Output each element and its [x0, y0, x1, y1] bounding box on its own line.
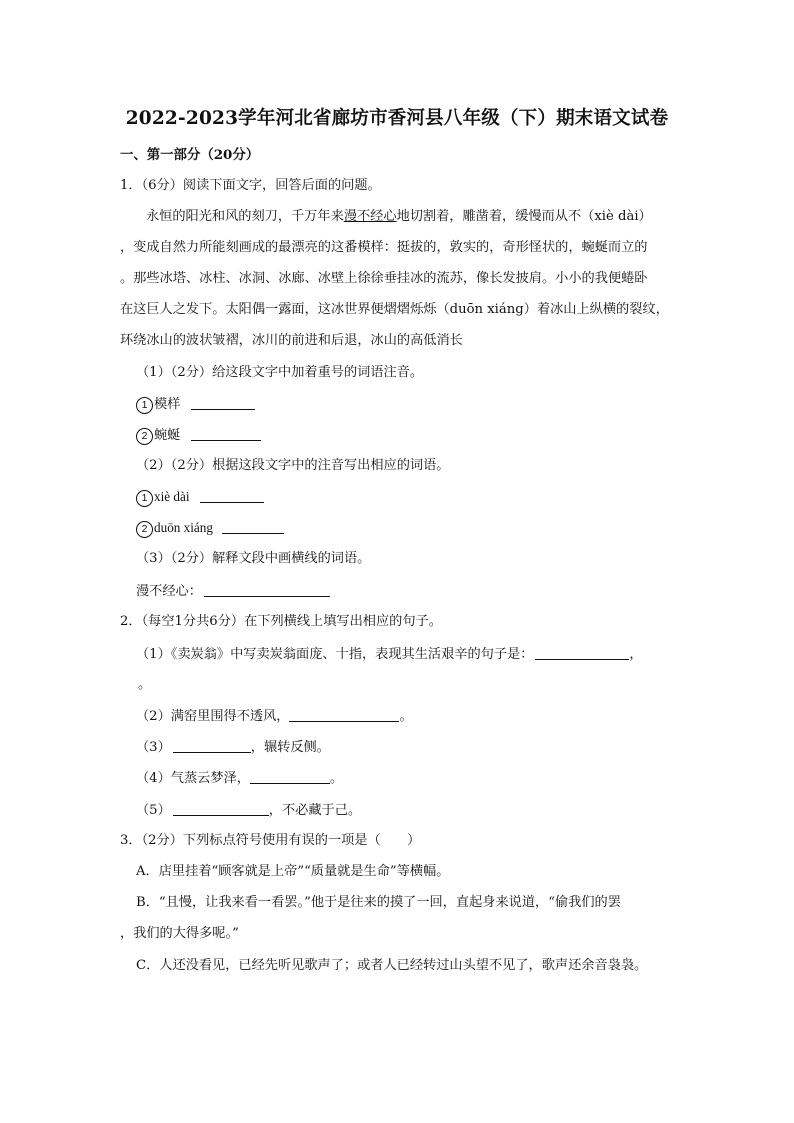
circled-number-1: 1 — [136, 490, 153, 507]
q2-item-2 — [136, 707, 413, 726]
sub-1-item-1 — [136, 395, 255, 414]
question-3-stem: 3．（2分）下列标点符号使用有误的一项是（ ） — [120, 833, 421, 848]
sub-2-item-1 — [136, 488, 264, 507]
question-1-stem: 1．（6分）阅读下面文字，回答后面的问题。 — [120, 178, 381, 193]
passage-line-2: ，变成自然力所能刻画成的最漂亮的这番模样：挺拔的，敦实的，奇形怪状的，蜿蜒而立的 — [120, 240, 648, 255]
q2-item-1-text: （1）《卖炭翁》中写卖炭翁面庞、十指，表现其生活艰辛的句子是： — [136, 647, 534, 662]
sub-2-item-1-label: xiè dài — [154, 489, 190, 504]
passage-line-4: 在这巨人之发下。太阳偶一露面，这冰世界便熠熠烁烁（duōn xiáng）着冰山上纵横的裂纹， — [120, 302, 669, 317]
question-1-sub-3: （3）（2分）解释文段中画横线的词语。 — [136, 551, 371, 566]
q2-item-1-comma: ， — [629, 647, 643, 662]
q2-item-5 — [136, 801, 361, 820]
passage-line-3: 。那些冰塔、冰柱、冰洞、冰廊、冰壁上徐徐垂挂冰的流苏，像长发披肩。小小的我便蜷卧 — [120, 271, 648, 286]
answer-blank[interactable] — [222, 519, 284, 534]
answer-blank[interactable] — [173, 801, 269, 816]
q2-item-2-text: （2）满窑里围得不透风， — [136, 709, 290, 724]
sub-2-item-2 — [136, 519, 284, 538]
option-b-continued: ，我们的大得多呢。” — [120, 926, 239, 941]
question-1-sub-1: （1）（2分）给这段文字中加着重号的词语注音。 — [136, 365, 424, 380]
passage-line-1-start: 永恒的阳光和风的刻刀，千万年来 — [146, 209, 344, 224]
sub-3-item — [136, 582, 330, 601]
page-title: 2022-2023学年河北省廊坊市香河县八年级（下）期末语文试卷 — [125, 108, 669, 129]
answer-blank[interactable] — [191, 395, 255, 410]
section-heading: 一、第一部分（20分） — [120, 147, 260, 163]
option-a[interactable]: A．店里挂着“顾客就是上帝”“质量就是生命”等横幅。 — [136, 864, 450, 879]
q2-item-5-text: （5） — [136, 803, 171, 818]
q2-item-1 — [136, 645, 643, 664]
sub-1-item-1-label: 模样 — [154, 397, 181, 412]
q2-item-2-end: 。 — [399, 709, 413, 724]
answer-blank[interactable] — [289, 707, 399, 722]
circled-number-2: 2 — [136, 521, 153, 538]
sub-2-item-2-label: duōn xiáng — [154, 520, 213, 535]
answer-blank[interactable] — [535, 645, 629, 660]
answer-blank[interactable] — [173, 738, 251, 753]
option-c[interactable]: C．人还没看见，已经先听见歌声了；或者人已经转过山头望不见了，歌声还余音袅袅。 — [136, 958, 648, 973]
q2-item-3-end: ，辗转反侧。 — [250, 740, 330, 755]
q2-item-3-text: （3） — [136, 740, 171, 755]
circled-number-2: 2 — [136, 428, 153, 445]
passage-line-5: 环绕冰山的波状皱褶，冰川的前进和后退，冰山的高低消长 — [120, 333, 463, 348]
passage-line-1-end: 地切割着，雕凿着，缓慢而从不（xiè dài） — [396, 209, 652, 224]
sub-1-item-2-label: 蜿蜒 — [154, 428, 181, 443]
sub-3-label: 漫不经心： — [136, 584, 202, 599]
passage-underlined-word: 漫不经心 — [343, 209, 397, 224]
q2-item-4-text: （4）气蒸云梦泽， — [136, 771, 250, 786]
answer-blank[interactable] — [200, 488, 264, 503]
q2-item-3 — [136, 738, 330, 757]
option-b[interactable]: B．“且慢，让我来看一看罢。”他于是往来的摸了一回，直起身来说道，“偷我们的罢 — [136, 895, 621, 910]
question-2-stem: 2．（每空1分共6分）在下列横线上填写出相应的句子。 — [120, 614, 442, 629]
q2-item-4-end: 。 — [329, 771, 344, 786]
q2-item-5-end: ，不必藏于己。 — [268, 803, 362, 818]
circled-number-1: 1 — [136, 397, 153, 414]
answer-blank[interactable] — [191, 426, 261, 441]
question-1-sub-2: （2）（2分）根据这段文字中的注音写出相应的词语。 — [136, 458, 450, 473]
q2-item-4 — [136, 769, 343, 788]
sub-1-item-2 — [136, 426, 261, 445]
answer-blank[interactable] — [250, 769, 330, 784]
answer-blank[interactable] — [204, 582, 330, 597]
q2-item-1-end: 。 — [138, 677, 152, 692]
passage-line-1 — [146, 208, 652, 226]
